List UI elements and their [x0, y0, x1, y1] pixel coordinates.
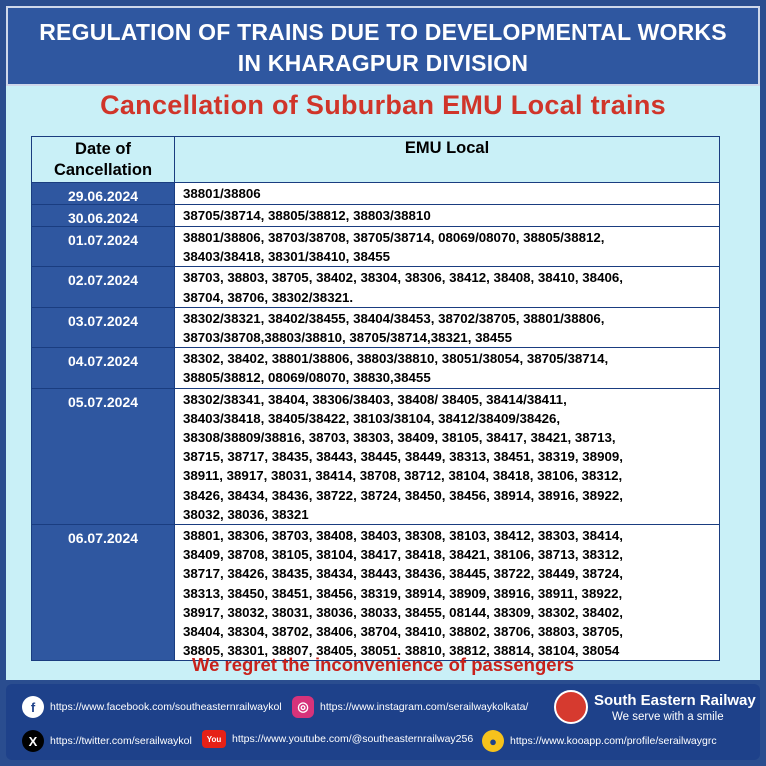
emu-trains-line: 38703/38708,38803/38810, 38705/38714,38321, 38455 — [183, 330, 513, 346]
table-row — [32, 227, 720, 267]
emu-trains-cell — [175, 267, 720, 307]
koo-url[interactable]: https://www.kooapp.com/profile/serailwaygrc — [510, 735, 717, 747]
org-name: South Eastern Railway — [594, 692, 756, 709]
youtube-url[interactable]: https://www.youtube.com/@southeasternrailway256 — [232, 733, 474, 745]
cancellation-table — [31, 136, 720, 661]
emu-trains-line: 38403/38418, 38405/38422, 38103/38104, 38412/38409/38426, — [183, 410, 561, 426]
emu-trains-line: 38302, 38402, 38801/38806, 38803/38810, 38051/38054, 38705/38714, — [183, 351, 609, 367]
date-cell: 05.07.2024 — [32, 388, 175, 524]
table-row — [32, 525, 720, 661]
date-cell: 04.07.2024 — [32, 348, 175, 388]
emu-trains-line: 38717, 38426, 38435, 38434, 38443, 38436, 38445, 38722, 38449, 38724, — [183, 566, 623, 582]
column-header-date-line2: Cancellation — [53, 161, 153, 179]
column-header-date — [32, 137, 175, 183]
date-cell: 02.07.2024 — [32, 267, 175, 307]
emu-trains-line: 38404, 38304, 38702, 38406, 38704, 38410, 38802, 38706, 38803, 38705, — [183, 624, 623, 640]
koo-link[interactable] — [482, 730, 717, 752]
emu-trains-line: 38308/38809/38816, 38703, 38303, 38409, 38105, 38417, 38421, 38713, — [183, 430, 616, 446]
youtube-link[interactable] — [202, 730, 473, 748]
emu-trains-line: 38801, 38306, 38703, 38408, 38403, 38308, 38103, 38412, 38303, 38414, — [183, 528, 623, 544]
twitter-link[interactable] — [22, 730, 192, 752]
instagram-url[interactable]: https://www.instagram.com/serailwaykolkata/ — [320, 701, 529, 713]
ser-logo-icon — [554, 690, 588, 724]
table-row — [32, 388, 720, 524]
emu-trains-cell — [175, 348, 720, 388]
emu-trains-line: 38032, 38036, 38321 — [183, 506, 309, 522]
header-title-line2: IN KHARAGPUR DIVISION — [237, 50, 529, 76]
date-cell: 29.06.2024 — [32, 183, 175, 205]
twitter-url[interactable]: https://twitter.com/serailwaykol — [50, 735, 192, 747]
header-title-line1: REGULATION OF TRAINS DUE TO DEVELOPMENTAL WORKS — [39, 19, 727, 45]
emu-trains-cell — [175, 227, 720, 267]
emu-trains-line: 38703, 38803, 38705, 38402, 38304, 38306, 38412, 38408, 38410, 38406, — [183, 270, 623, 286]
emu-trains-cell — [175, 388, 720, 524]
emu-trains-cell — [175, 205, 720, 227]
x-twitter-icon: X — [22, 730, 44, 752]
emu-trains-line: 38805, 38301, 38807, 38405, 38051. 38810, 38812, 38814, 38104, 38054 — [183, 643, 620, 659]
koo-bird-icon: ● — [482, 730, 504, 752]
emu-trains-line: 38705/38714, 38805/38812, 38803/38810 — [183, 208, 431, 223]
content-panel — [6, 86, 760, 680]
table-row — [32, 307, 720, 347]
column-header-emu: EMU Local — [175, 137, 720, 183]
facebook-link[interactable] — [22, 696, 282, 718]
header-banner — [6, 6, 760, 86]
regret-message: We regret the inconvenience of passengers — [191, 654, 575, 675]
table-row — [32, 183, 720, 205]
youtube-icon: You — [202, 730, 226, 748]
date-cell: 30.06.2024 — [32, 205, 175, 227]
instagram-link[interactable] — [292, 696, 528, 718]
emu-trains-line: 38801/38806, 38703/38708, 38705/38714, 08069/08070, 38805/38812, — [183, 230, 605, 245]
emu-trains-line: 38302/38321, 38402/38455, 38404/38453, 38702/38705, 38801/38806, — [183, 310, 605, 326]
table-body — [32, 183, 720, 661]
emu-trains-line: 38917, 38032, 38031, 38036, 38033, 38455, 08144, 38309, 38302, 38402, — [183, 604, 623, 620]
table-row — [32, 205, 720, 227]
emu-trains-cell — [175, 307, 720, 347]
page-subtitle: Cancellation of Suburban EMU Local trains — [100, 90, 666, 120]
emu-trains-line: 38704, 38706, 38302/38321. — [183, 289, 354, 305]
date-cell: 06.07.2024 — [32, 525, 175, 661]
emu-trains-line: 38313, 38450, 38451, 38456, 38319, 38914, 38909, 38916, 38911, 38922, — [183, 585, 623, 601]
instagram-icon: ◎ — [292, 696, 314, 718]
table-header-row — [32, 137, 720, 183]
date-cell: 03.07.2024 — [32, 307, 175, 347]
table-row — [32, 348, 720, 388]
footer — [6, 684, 760, 760]
emu-trains-line: 38801/38806 — [183, 186, 261, 201]
facebook-icon: f — [22, 696, 44, 718]
column-header-date-line1: Date of — [75, 140, 131, 158]
emu-trains-cell — [175, 525, 720, 661]
emu-trains-line: 38911, 38917, 38031, 38414, 38708, 38712, 38104, 38418, 38106, 38312, — [183, 468, 623, 484]
date-cell: 01.07.2024 — [32, 227, 175, 267]
org-tagline: We serve with a smile — [612, 711, 724, 723]
emu-trains-line: 38715, 38717, 38435, 38443, 38445, 38449, 38313, 38451, 38319, 38909, — [183, 449, 623, 465]
emu-trains-line: 38302/38341, 38404, 38306/38403, 38408/ 38405, 38414/38411, — [183, 391, 567, 407]
emu-trains-line: 38805/38812, 08069/08070, 38830,38455 — [183, 370, 431, 386]
emu-trains-line: 38403/38418, 38301/38410, 38455 — [183, 249, 391, 265]
emu-trains-line: 38409, 38708, 38105, 38104, 38417, 38418, 38421, 38106, 38713, 38312, — [183, 547, 623, 563]
table-row — [32, 267, 720, 307]
emu-trains-cell — [175, 183, 720, 205]
emu-trains-line: 38426, 38434, 38436, 38722, 38724, 38450, 38456, 38914, 38916, 38922, — [183, 487, 623, 503]
facebook-url[interactable]: https://www.facebook.com/southeasternrailwaykol — [50, 701, 282, 713]
